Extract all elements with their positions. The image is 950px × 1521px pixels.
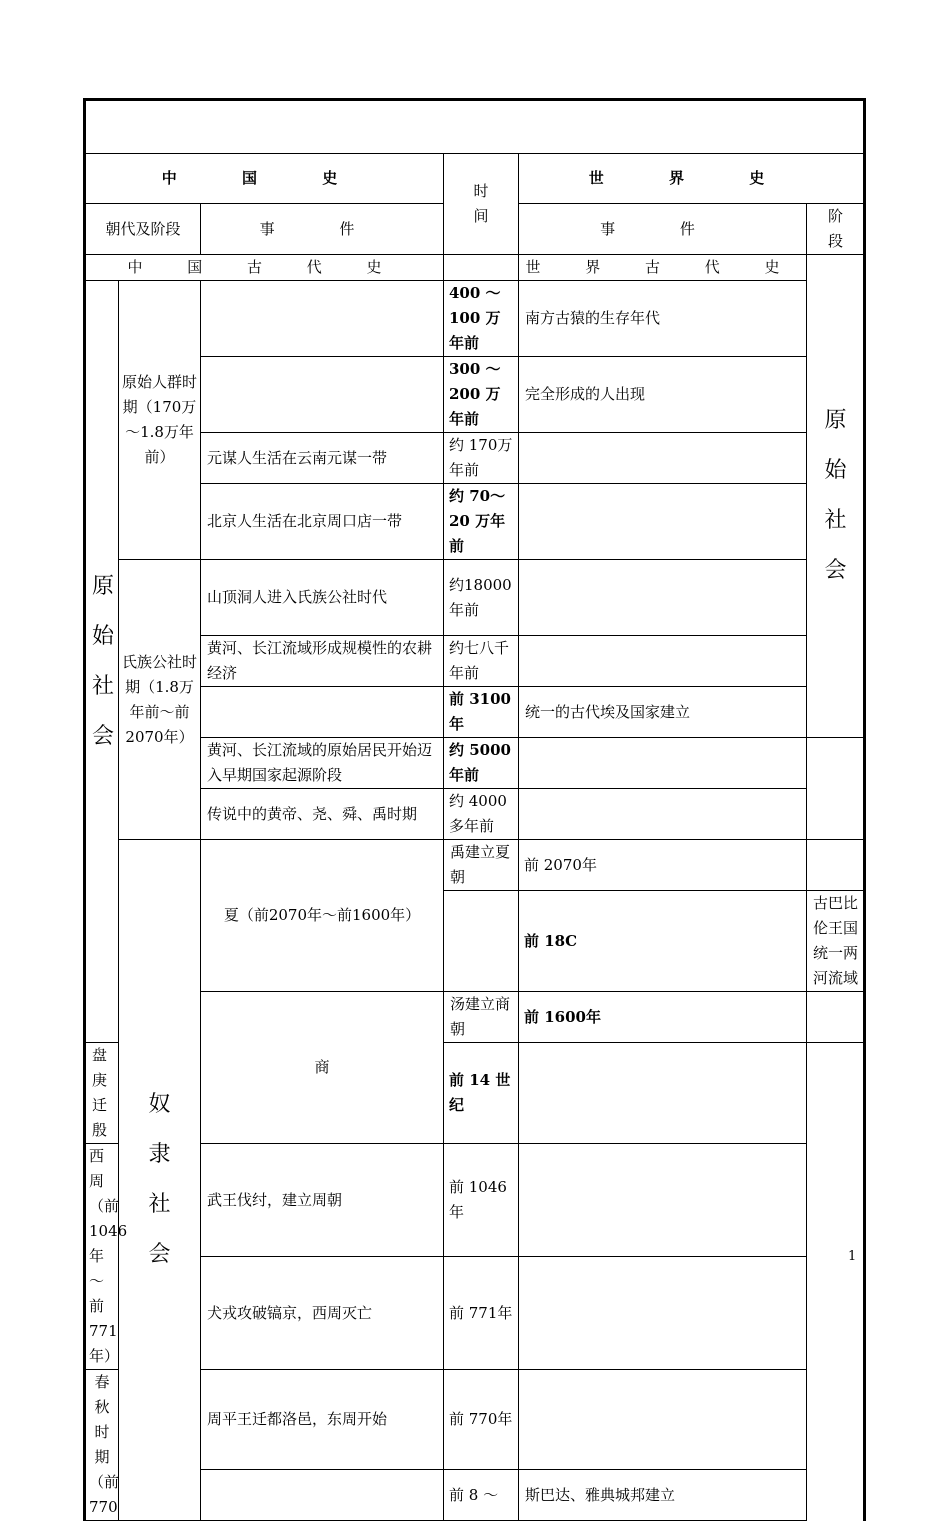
table-row	[85, 1470, 865, 1521]
china-event-cell	[444, 891, 519, 992]
world-event-cell: 斯巴达、雅典城邦建立	[519, 1470, 807, 1521]
time-cell: 400 ～100 万年前	[444, 281, 519, 357]
time-cell: 前 771年	[444, 1257, 519, 1370]
period-cell: 西周（前1046年～前771年）	[85, 1144, 119, 1370]
china-event-cell	[201, 687, 444, 738]
world-event-header: 事 件	[519, 204, 807, 255]
china-ancient-header: 中 国 古 代 史	[85, 255, 444, 281]
time-cell: 约18000年前	[444, 560, 519, 636]
china-stage-primitive: 原始社会	[85, 281, 119, 1043]
china-event-cell: 山顶洞人进入氏族公社时代	[201, 560, 444, 636]
table-row	[85, 1370, 865, 1470]
table-row	[85, 281, 865, 357]
china-event-cell: 元谋人生活在云南元谋一带	[201, 433, 444, 484]
table-row	[85, 840, 865, 891]
table-row	[85, 433, 865, 484]
dynasty-stage-header: 朝代及阶段	[85, 204, 201, 255]
china-event-cell	[201, 281, 444, 357]
header-row-3	[85, 255, 865, 281]
world-event-cell	[519, 738, 807, 789]
world-history-title: 世 界 史	[519, 154, 865, 204]
time-cell: 前 2070年	[519, 840, 807, 891]
table-row	[85, 789, 865, 840]
world-stage-header: 阶段	[807, 204, 865, 255]
period-cell: 夏（前2070年～前1600年）	[201, 840, 444, 992]
table-row	[85, 357, 865, 433]
world-event-cell	[519, 636, 807, 687]
history-timeline-table	[83, 98, 866, 1521]
table-row	[85, 992, 865, 1043]
china-event-cell	[201, 1470, 444, 1521]
header-row-1	[85, 154, 865, 204]
china-event-cell: 汤建立商朝	[444, 992, 519, 1043]
china-event-cell: 北京人生活在北京周口店一带	[201, 484, 444, 560]
china-event-cell: 禹建立夏朝	[444, 840, 519, 891]
world-event-cell	[519, 1257, 807, 1370]
world-event-cell	[519, 1043, 807, 1144]
table-row	[85, 1144, 865, 1257]
blank-cell	[444, 255, 519, 281]
time-cell: 300 ～200 万年前	[444, 357, 519, 433]
china-event-cell: 犬戎攻破镐京，西周灭亡	[201, 1257, 444, 1370]
china-event-cell: 传说中的黄帝、尧、舜、禹时期	[201, 789, 444, 840]
china-event-cell: 黄河、长江流域的原始居民开始迈入早期国家起源阶段	[201, 738, 444, 789]
world-event-cell: 南方古猿的生存年代	[519, 281, 807, 357]
table-row	[85, 560, 865, 636]
time-header: 时间	[444, 154, 519, 255]
time-cell: 约七八千年前	[444, 636, 519, 687]
world-event-cell: 统一的古代埃及国家建立	[519, 687, 807, 738]
time-cell: 前 18C	[519, 891, 807, 992]
china-stage-slavery: 奴隶社会	[119, 840, 201, 1521]
world-event-cell	[519, 789, 807, 840]
page-number: 1	[848, 1249, 857, 1264]
time-cell: 前 14 世纪	[444, 1043, 519, 1144]
period-cell: 氏族公社时期（1.8万年前～前2070年）	[119, 560, 201, 840]
china-event-cell	[201, 357, 444, 433]
time-cell: 前 1046年	[444, 1144, 519, 1257]
world-event-cell	[519, 560, 807, 636]
world-event-cell	[519, 433, 807, 484]
table-row	[85, 687, 865, 738]
time-cell: 约 170万年前	[444, 433, 519, 484]
period-cell: 原始人群时期（170万～1.8万年前）	[119, 281, 201, 560]
world-event-cell: 完全形成的人出现	[519, 357, 807, 433]
table-blank-row	[85, 100, 865, 154]
time-cell: 前 770年	[444, 1370, 519, 1470]
time-cell: 前 3100年	[444, 687, 519, 738]
table-row	[85, 738, 865, 789]
period-cell: 春秋时期（前770	[85, 1370, 119, 1521]
period-cell: 商	[201, 992, 444, 1144]
world-event-cell	[807, 840, 865, 891]
world-event-cell	[519, 1144, 807, 1257]
blank-title-cell	[85, 100, 865, 154]
table-row	[85, 484, 865, 560]
time-cell: 约 5000年前	[444, 738, 519, 789]
china-event-header: 事 件	[201, 204, 444, 255]
time-cell: 约 70～20 万年前	[444, 484, 519, 560]
world-ancient-header: 世 界 古 代 史	[519, 255, 807, 281]
world-event-cell	[519, 484, 807, 560]
china-event-cell: 周平王迁都洛邑，东周开始	[201, 1370, 444, 1470]
world-stage-primitive: 原始社会	[807, 255, 865, 738]
world-event-cell: 古巴比伦王国统一两河流域	[807, 891, 865, 992]
table-row	[85, 636, 865, 687]
china-event-cell: 武王伐纣，建立周朝	[201, 1144, 444, 1257]
time-cell: 约 4000多年前	[444, 789, 519, 840]
table-row	[85, 1257, 865, 1370]
china-event-cell: 黄河、长江流域形成规模性的农耕经济	[201, 636, 444, 687]
china-event-cell: 盘庚迁殷	[85, 1043, 119, 1144]
time-cell: 前 1600年	[519, 992, 807, 1043]
china-history-title: 中 国 史	[85, 154, 444, 204]
world-event-cell	[519, 1370, 807, 1470]
time-cell: 前 8 ～	[444, 1470, 519, 1521]
world-event-cell	[807, 992, 865, 1043]
